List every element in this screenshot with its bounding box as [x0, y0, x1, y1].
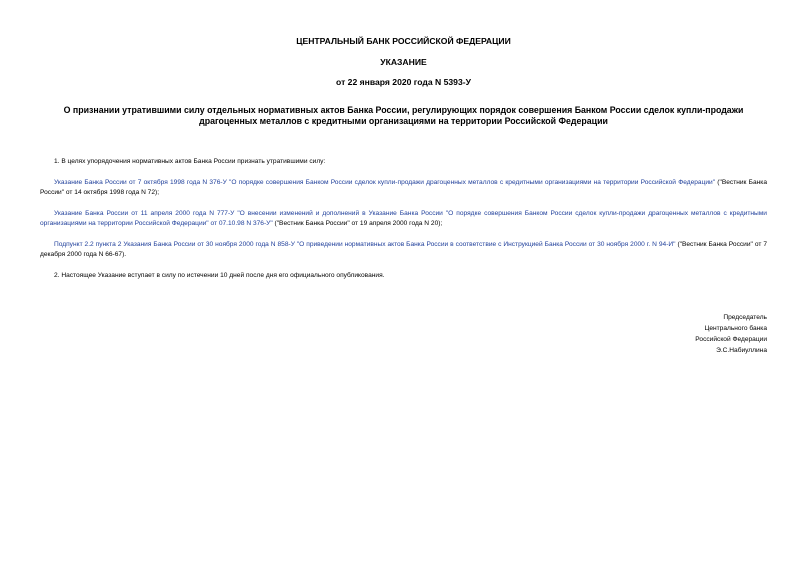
repealed-act-1-source: ("Вестник Банка России" от 14 октября 1998 года N 72);: [40, 179, 767, 196]
document-type: УКАЗАНИЕ: [380, 57, 427, 67]
repealed-act-1-link[interactable]: Указание Банка России от 7 октября 1998 года N 376-У "О порядке совершения Банком России сделок купли-продажи драгоценных металлов с кредитными организациями на территории Российской Федерации": [54, 179, 716, 186]
signature-position: Председатель: [723, 314, 767, 321]
signature-organization: Центрального банка: [704, 325, 767, 332]
repealed-act-1: [40, 178, 767, 197]
repealed-act-2-link[interactable]: Указание Банка России от 11 апреля 2000 года N 777-У "О внесении изменений и дополнений в Указание Банка России "О порядке совершения Банком России сделок купли-продажи драгоценных металлов с кредитными организациями на территории Российской Федерации" от 07.10.98 N 376-У": [40, 210, 767, 227]
repealed-act-2-source: ("Вестник Банка России" от 19 апреля 2000 года N 20);: [272, 219, 443, 227]
document-date-number: от 22 января 2020 года N 5393-У: [336, 77, 471, 87]
issuer-title: ЦЕНТРАЛЬНЫЙ БАНК РОССИЙСКОЙ ФЕДЕРАЦИИ: [296, 36, 511, 46]
signature-country: Российской Федерации: [695, 336, 767, 343]
signature-name: Э.С.Набиуллина: [716, 347, 767, 354]
item-2-text: 2. Настоящее Указание вступает в силу по истечении 10 дней после дня его официального опубликования.: [54, 272, 385, 279]
item-1-text: 1. В целях упорядочения нормативных актов Банка России признать утратившими силу:: [54, 158, 326, 165]
repealed-act-3-link[interactable]: Подпункт 2.2 пункта 2 Указания Банка России от 30 ноября 2000 года N 858-У "О приведении нормативных актов Банка России в соответствие с Инструкцией Банка России от 30 ноября 2000 г. N 94-И": [54, 241, 676, 248]
signature-block: [695, 312, 767, 356]
repealed-act-2: [40, 209, 767, 228]
document-subject: О признании утратившими силу отдельных нормативных актов Банка России, регулирующих порядок совершения Банком России сделок купли-продажи драгоценных металлов с кредитными организациями на территории Российской Федерации: [63, 105, 744, 126]
repealed-act-3: [40, 240, 767, 259]
repealed-act-3-source: ("Вестник Банка России" от 7 декабря 2000 года N 66-67).: [40, 241, 767, 258]
